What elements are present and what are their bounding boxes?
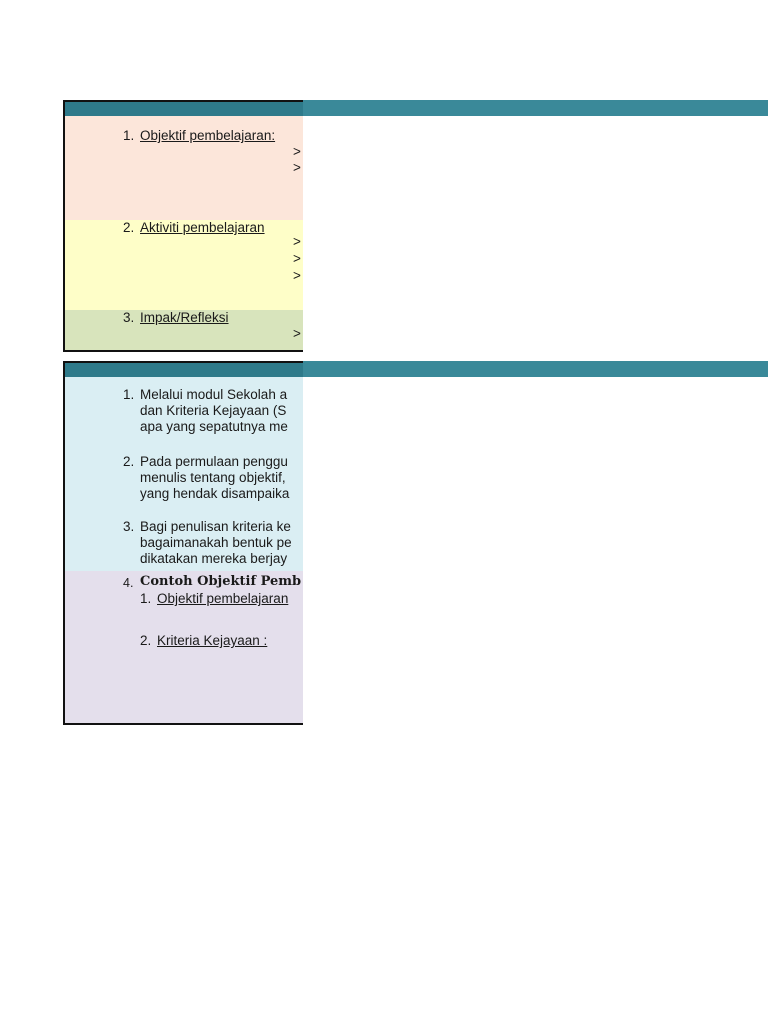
item-number: 3. xyxy=(123,310,135,325)
paragraph-line: bagaimanakah bentuk pe xyxy=(140,535,292,550)
activity-label: Aktiviti pembelajaran xyxy=(140,220,265,235)
paragraph-number: 4. xyxy=(123,576,134,590)
paragraph-line: apa yang sepatutnya me xyxy=(140,419,288,434)
sub-item-number: 1. xyxy=(140,591,152,606)
bullet-marker: > xyxy=(293,268,301,283)
item-number: 1. xyxy=(123,128,135,143)
paragraph-line: Pada permulaan penggu xyxy=(140,454,288,469)
panel-guidelines xyxy=(63,361,768,725)
paragraph-number: 1. xyxy=(123,387,135,402)
paragraph-line: Melalui modul Sekolah a xyxy=(140,387,288,402)
bullet-marker: > xyxy=(293,326,301,341)
panel-header-bar xyxy=(63,100,768,116)
section-impact xyxy=(63,310,303,352)
section-activity xyxy=(63,220,303,310)
paragraph-number: 3. xyxy=(123,519,135,534)
example-objective-label: Objektif pembelajaran xyxy=(157,591,289,606)
section-example xyxy=(63,571,303,725)
example-heading: Contoh Objektif Pemb xyxy=(140,574,302,589)
bullet-marker: > xyxy=(293,144,301,159)
bullet-marker: > xyxy=(293,251,301,266)
paragraph-line: dikatakan mereka berjay xyxy=(140,551,288,566)
example-criteria-label: Kriteria Kejayaan : xyxy=(157,633,268,648)
panel-header-bar xyxy=(63,361,768,377)
bullet-marker: > xyxy=(293,234,301,249)
impact-label: Impak/Refleksi xyxy=(140,310,229,325)
section-objective xyxy=(63,116,303,220)
objective-label: Objektif pembelajaran: xyxy=(140,128,276,143)
paragraph-line: dan Kriteria Kejayaan (S xyxy=(140,403,287,418)
item-number: 2. xyxy=(123,220,135,235)
paragraph-line: Bagi penulisan kriteria ke xyxy=(140,519,291,534)
paragraph-line: yang hendak disampaika xyxy=(140,486,290,501)
bullet-marker: > xyxy=(293,160,301,175)
sub-item-number: 2. xyxy=(140,633,152,648)
panel-learning-plan xyxy=(63,100,768,352)
section-notes xyxy=(63,377,303,571)
paragraph-number: 2. xyxy=(123,454,135,469)
paragraph-line: menulis tentang objektif, xyxy=(140,470,286,485)
